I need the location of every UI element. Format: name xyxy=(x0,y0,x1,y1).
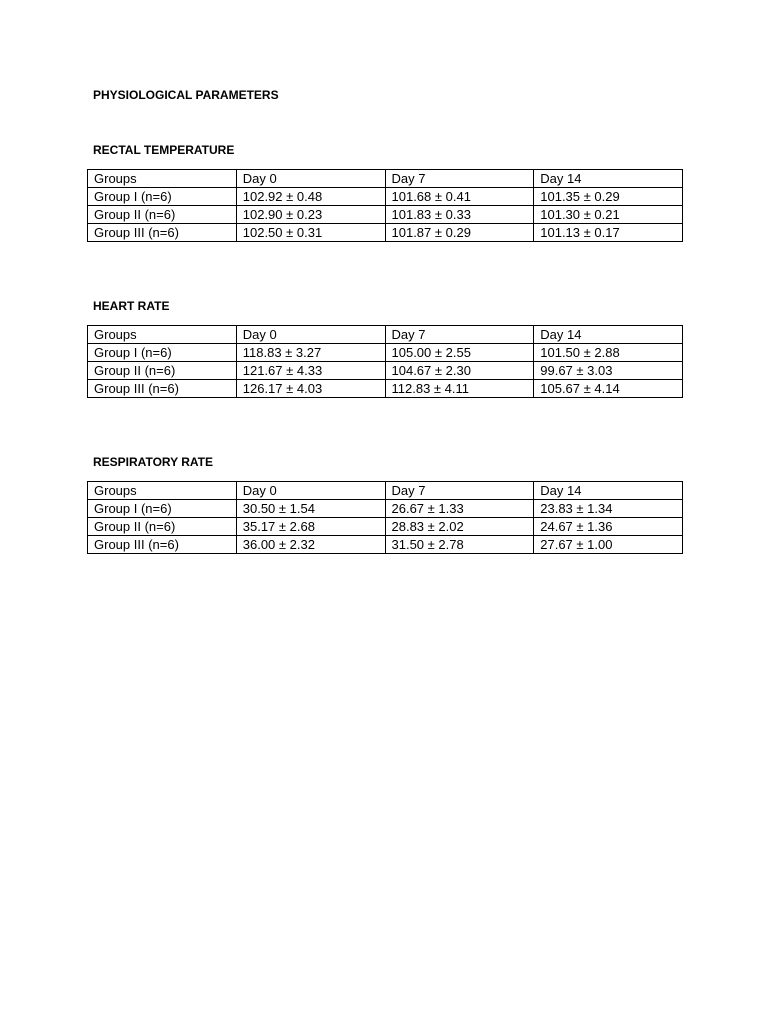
table-cell: 101.83 ± 0.33 xyxy=(385,206,534,224)
table-cell: 105.67 ± 4.14 xyxy=(534,380,683,398)
table-cell: 104.67 ± 2.30 xyxy=(385,362,534,380)
table-cell: Group I (n=6) xyxy=(88,188,237,206)
table-cell: 35.17 ± 2.68 xyxy=(236,518,385,536)
column-header: Day 7 xyxy=(385,326,534,344)
table-cell: 126.17 ± 4.03 xyxy=(236,380,385,398)
column-header: Day 0 xyxy=(236,170,385,188)
column-header: Groups xyxy=(88,326,237,344)
table-row xyxy=(88,536,683,554)
column-header: Day 14 xyxy=(534,482,683,500)
section-heading: HEART RATE xyxy=(93,299,170,313)
column-header: Day 7 xyxy=(385,482,534,500)
respiratory-rate-table xyxy=(87,481,683,554)
table-cell: 105.00 ± 2.55 xyxy=(385,344,534,362)
table-row xyxy=(88,518,683,536)
column-header: Day 0 xyxy=(236,482,385,500)
table-cell: 118.83 ± 3.27 xyxy=(236,344,385,362)
table-row xyxy=(88,206,683,224)
column-header: Day 0 xyxy=(236,326,385,344)
table-cell: 28.83 ± 2.02 xyxy=(385,518,534,536)
table-cell: 112.83 ± 4.11 xyxy=(385,380,534,398)
table-cell: Group III (n=6) xyxy=(88,536,237,554)
column-header: Day 7 xyxy=(385,170,534,188)
table-header-row xyxy=(88,170,683,188)
page-title: PHYSIOLOGICAL PARAMETERS xyxy=(93,88,279,102)
section-heading: RESPIRATORY RATE xyxy=(93,455,214,469)
table-cell: Group III (n=6) xyxy=(88,224,237,242)
table-cell: 30.50 ± 1.54 xyxy=(236,500,385,518)
table-cell: 101.68 ± 0.41 xyxy=(385,188,534,206)
table-cell: Group III (n=6) xyxy=(88,380,237,398)
table-cell: 31.50 ± 2.78 xyxy=(385,536,534,554)
table-cell: 101.50 ± 2.88 xyxy=(534,344,683,362)
table-cell: 102.50 ± 0.31 xyxy=(236,224,385,242)
table-cell: Group I (n=6) xyxy=(88,500,237,518)
table-cell: 99.67 ± 3.03 xyxy=(534,362,683,380)
table-cell: 24.67 ± 1.36 xyxy=(534,518,683,536)
column-header: Day 14 xyxy=(534,326,683,344)
table-row xyxy=(88,362,683,380)
heart-rate-table xyxy=(87,325,683,398)
table-cell: 101.30 ± 0.21 xyxy=(534,206,683,224)
table-cell: 36.00 ± 2.32 xyxy=(236,536,385,554)
table-cell: Group II (n=6) xyxy=(88,518,237,536)
table-row xyxy=(88,224,683,242)
table-cell: 26.67 ± 1.33 xyxy=(385,500,534,518)
column-header: Groups xyxy=(88,482,237,500)
table-row xyxy=(88,500,683,518)
table-cell: 23.83 ± 1.34 xyxy=(534,500,683,518)
column-header: Groups xyxy=(88,170,237,188)
table-header-row xyxy=(88,326,683,344)
table-cell: 121.67 ± 4.33 xyxy=(236,362,385,380)
table-cell: Group II (n=6) xyxy=(88,362,237,380)
rectal-temperature-table xyxy=(87,169,683,242)
column-header: Day 14 xyxy=(534,170,683,188)
table-cell: 101.13 ± 0.17 xyxy=(534,224,683,242)
table-cell: 101.35 ± 0.29 xyxy=(534,188,683,206)
table-row xyxy=(88,188,683,206)
table-cell: Group II (n=6) xyxy=(88,206,237,224)
table-cell: 101.87 ± 0.29 xyxy=(385,224,534,242)
table-cell: 102.90 ± 0.23 xyxy=(236,206,385,224)
table-cell: Group I (n=6) xyxy=(88,344,237,362)
table-cell: 102.92 ± 0.48 xyxy=(236,188,385,206)
table-header-row xyxy=(88,482,683,500)
table-row xyxy=(88,344,683,362)
section-heading: RECTAL TEMPERATURE xyxy=(93,143,235,157)
table-cell: 27.67 ± 1.00 xyxy=(534,536,683,554)
table-row xyxy=(88,380,683,398)
